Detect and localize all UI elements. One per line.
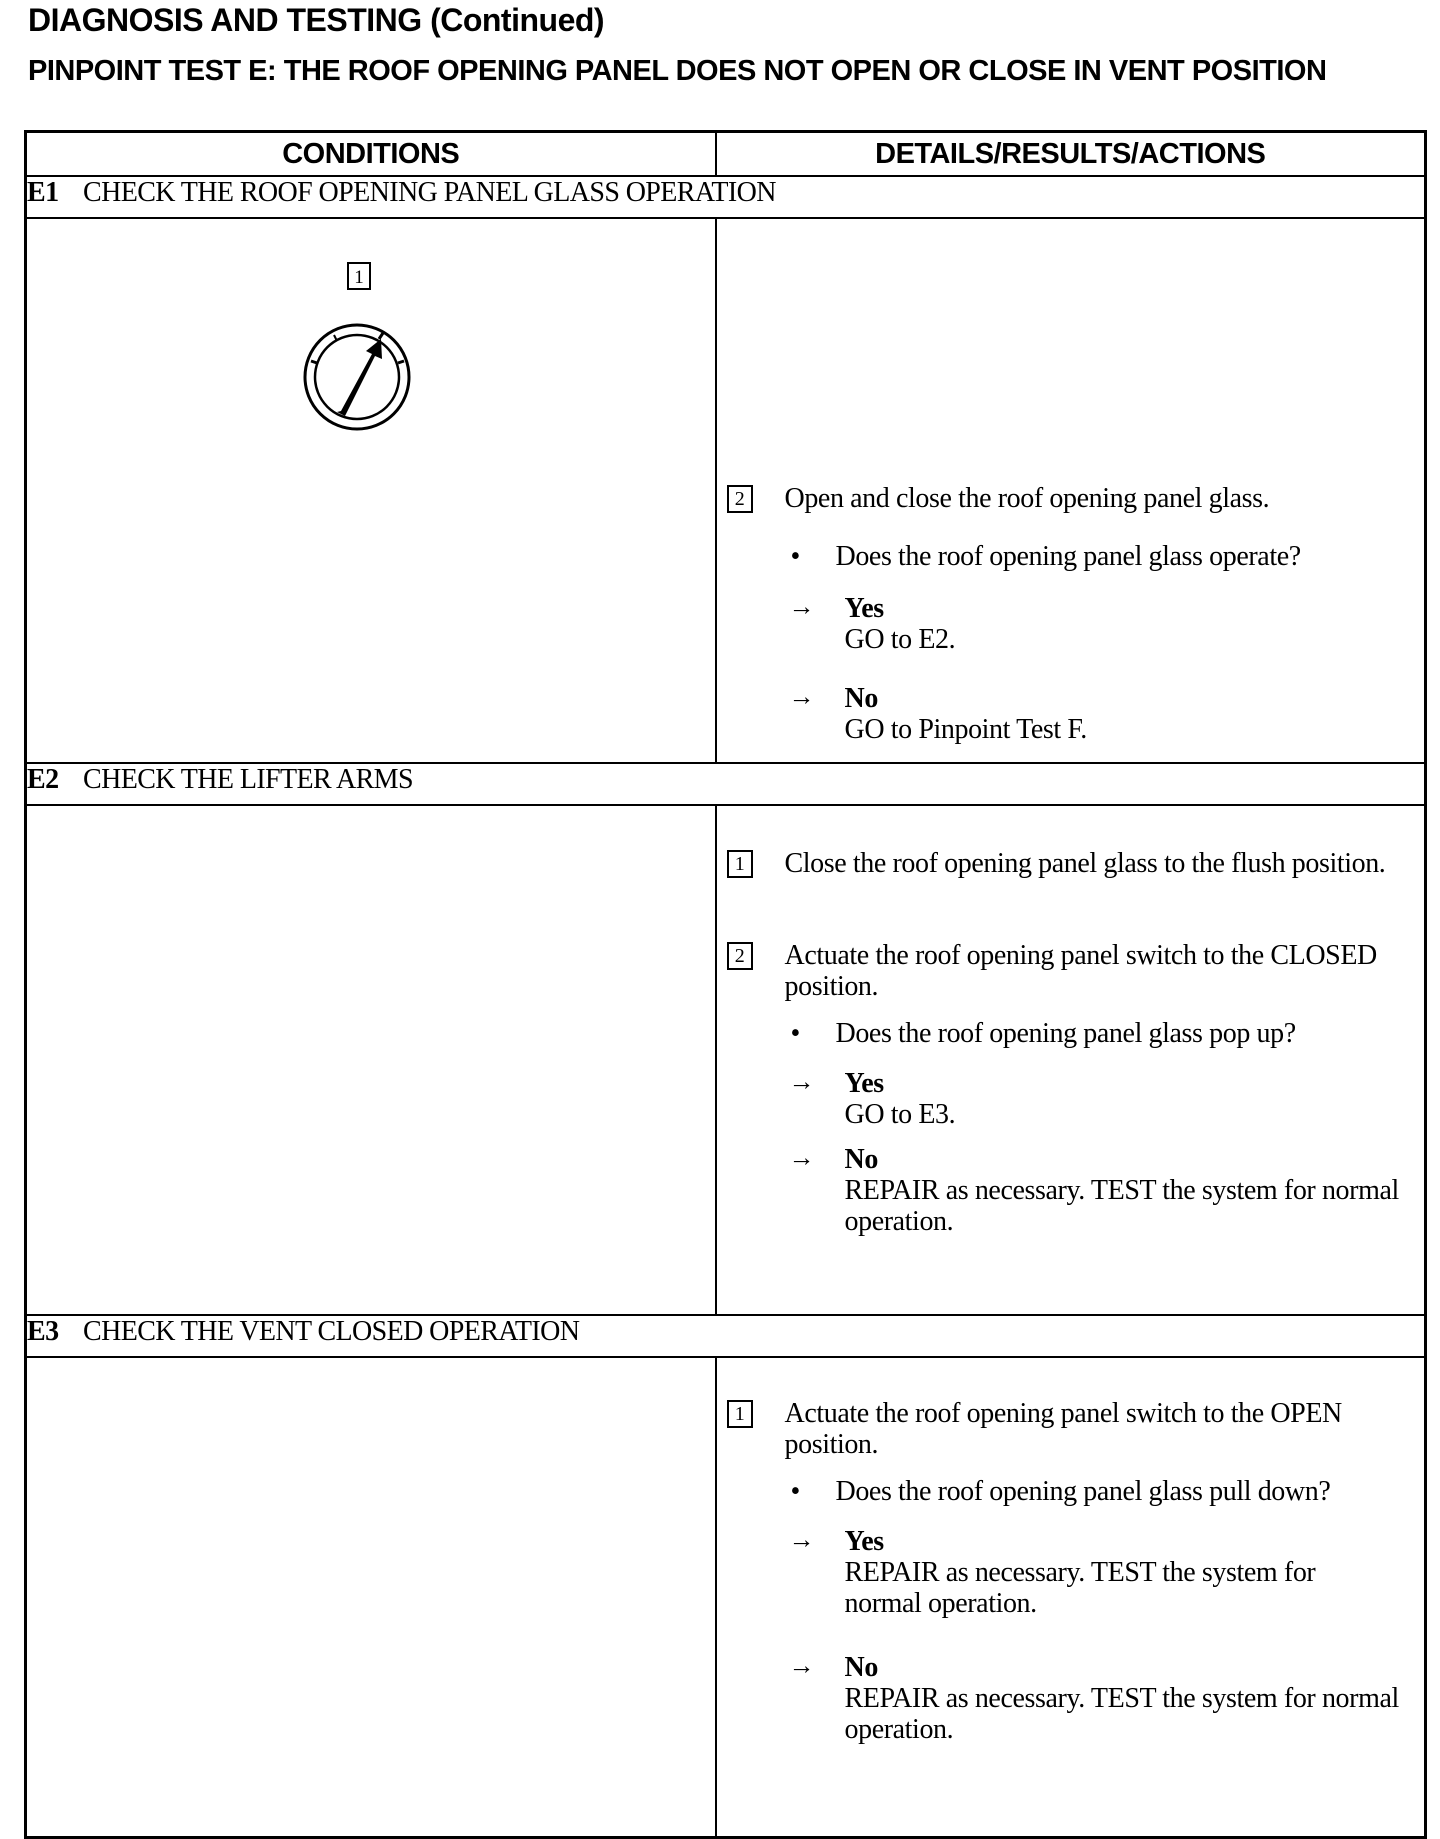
details-cell-e1 [716, 218, 1426, 763]
action-text: Close the roof opening panel glass to the flush position. [784, 848, 1386, 879]
figure-number: 1 [354, 267, 364, 288]
result-text: REPAIR as necessary. TEST the system for normal operation. [844, 1557, 1316, 1619]
arrow-right-icon: → [788, 682, 815, 711]
result-text: GO to Pinpoint Test F. [844, 714, 1087, 745]
result-label: No [844, 683, 878, 714]
table-header-row [26, 132, 1426, 177]
result-label: Yes [844, 1526, 884, 1557]
step-title: CHECK THE LIFTER ARMS [83, 764, 413, 795]
question-text: Does the roof opening panel glass pull down? [835, 1476, 1331, 1507]
step-number-box: 2 [727, 942, 753, 970]
pinpoint-test-table [24, 130, 1427, 1839]
step-body-e3 [26, 1357, 1426, 1838]
result-text: GO to E2. [844, 624, 956, 655]
arrow-right-icon: → [788, 1651, 815, 1680]
result-label: No [844, 1652, 878, 1683]
result-no [789, 683, 1413, 745]
step-id: E1 [27, 177, 59, 208]
result-no [789, 1652, 1413, 1745]
position-mark [311, 361, 317, 363]
question-text: Does the roof opening panel glass operate? [835, 541, 1301, 572]
result-text: REPAIR as necessary. TEST the system for normal operation. [844, 1683, 1399, 1745]
step-number-box: 1 [727, 1400, 753, 1428]
conditions-header: CONDITIONS [26, 132, 716, 177]
step-header-e2 [26, 763, 1426, 805]
step-body-e2 [26, 805, 1426, 1315]
step-number-box: 2 [727, 485, 753, 513]
arrow-right-icon: → [788, 1143, 815, 1172]
bullet-icon: • [790, 1476, 800, 1507]
result-yes [789, 1526, 1413, 1619]
arrow-right-icon: → [788, 1525, 815, 1554]
action-item [727, 940, 1413, 1002]
page-title: DIAGNOSIS AND TESTING (Continued) [28, 2, 605, 38]
result-text: REPAIR as necessary. TEST the system for normal operation. [844, 1175, 1399, 1237]
bullet-icon: • [790, 541, 800, 572]
pinpoint-test-title: PINPOINT TEST E: THE ROOF OPENING PANEL DOES NOT OPEN OR CLOSE IN VENT POSITION [28, 55, 1327, 87]
step-title: CHECK THE ROOF OPENING PANEL GLASS OPERATION [83, 177, 776, 208]
result-yes [789, 593, 1413, 655]
action-item [727, 1398, 1413, 1460]
arrow-right-icon: → [788, 1067, 815, 1096]
question [791, 1018, 1413, 1049]
result-yes [789, 1068, 1413, 1130]
details-cell-e2 [716, 805, 1426, 1315]
details-header: DETAILS/RESULTS/ACTIONS [716, 132, 1426, 177]
action-item [727, 848, 1413, 879]
result-label: No [844, 1144, 878, 1175]
step-number-box: 1 [727, 850, 753, 878]
result-text: GO to E3. [844, 1099, 956, 1130]
question [791, 1476, 1413, 1507]
question [791, 541, 1413, 572]
conditions-cell-e2 [26, 805, 716, 1315]
action-text: Actuate the roof opening panel switch to the OPEN position. [784, 1398, 1342, 1460]
question-text: Does the roof opening panel glass pop up? [835, 1018, 1296, 1049]
step-header-e3 [26, 1315, 1426, 1357]
step-id: E2 [27, 764, 59, 795]
position-mark [398, 361, 404, 363]
step-body-e1 [26, 218, 1426, 763]
details-cell-e3 [716, 1357, 1426, 1838]
step-id: E3 [27, 1316, 59, 1347]
ignition-inner-ring [315, 335, 399, 419]
step-header-e1 [26, 176, 1426, 218]
action-text: Open and close the roof opening panel glass. [784, 483, 1270, 514]
conditions-cell-e3 [26, 1357, 716, 1838]
arrow-right-icon: → [788, 592, 815, 621]
action-text: Actuate the roof opening panel switch to the CLOSED position. [784, 940, 1377, 1002]
step-title: CHECK THE VENT CLOSED OPERATION [83, 1316, 580, 1347]
result-label: Yes [844, 1068, 884, 1099]
action-item [727, 483, 1413, 514]
result-no [789, 1144, 1413, 1237]
bullet-icon: • [790, 1018, 800, 1049]
ignition-switch-figure [297, 259, 417, 444]
conditions-cell-e1 [26, 218, 716, 763]
result-label: Yes [844, 593, 884, 624]
